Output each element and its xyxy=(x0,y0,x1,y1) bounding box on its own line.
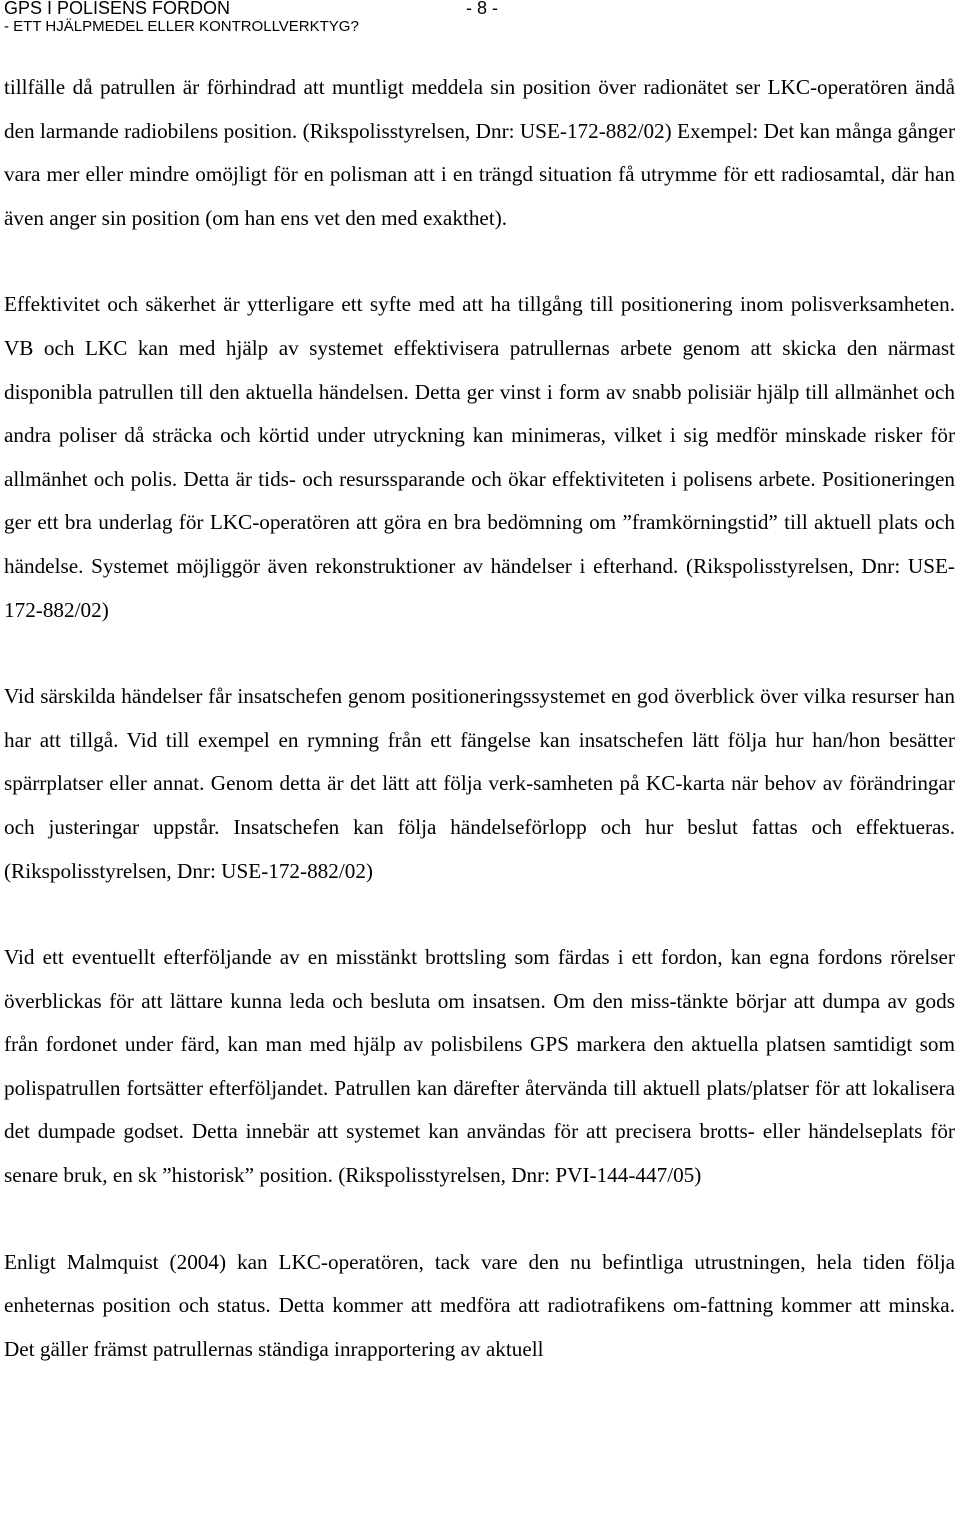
paragraph-2: Effektivitet och säkerhet är ytterligare ett syfte med att ha tillgång till positionering inom polisverksamheten. VB och LKC kan med hjälp av systemet effektivisera patrullernas arbete genom att skicka den närmast disponibla patrullen till den aktuella händelsen. Detta ger vinst i form av snabb polisiär hjälp till allmänhet och andra poliser då sträcka och körtid under utryckning kan minimeras, vilket i sig medför minskade risker för allmänhet och polis. Detta är tids- och resurssparande och ökar effektiviteten i polisens arbete. Positioneringen ger ett bra underlag för LKC-operatören att göra en bra bedömning om ”framkörningstid” till aktuell plats och händelse. Systemet möjliggör även rekonstruktioner av händelser i efterhand. (Rikspolisstyrelsen, Dnr: USE-172-882/02) xyxy=(4,292,955,622)
paragraph-3: Vid särskilda händelser får insatschefen genom positioneringssystemet en god överblick över vilka resurser han har att tillgå. Vid till exempel en rymning från ett fängelse kan insatschefen lätt följa hur han/hon besätter spärrplatser eller annat. Genom detta är det lätt att följa verk-samheten på KC-karta när behov av förändringar och justeringar uppstår. Insatschefen kan följa händelseförlopp och hur beslut fattas och effektueras. (Rikspolisstyrelsen, Dnr: USE-172-882/02) xyxy=(4,684,955,883)
running-header xyxy=(4,0,954,36)
document-subtitle: - ETT HJÄLPMEDEL ELLER KONTROLLVERKTYG? xyxy=(4,18,359,35)
paragraph-4: Vid ett eventuellt efterföljande av en misstänkt brottsling som färdas i ett fordon, kan egna fordons rörelser överblickas för att lättare kunna leda och besluta om insatsen. Om den miss-tänkte börjar att dumpa av gods från fordonet under färd, kan man med hjälp av polisbilens GPS markera den aktuella platsen samtidigt som polispatrullen fortsätter efterföljandet. Patrullen kan därefter återvända till aktuell plats/platser för att lokalisera det dumpade godset. Detta innebär att systemet kan användas för att precisera brotts- eller händelseplats för senare bruk, en sk ”historisk” position. (Rikspolisstyrelsen, Dnr: PVI-144-447/05) xyxy=(4,945,955,1188)
document-title: GPS I POLISENS FORDON xyxy=(4,0,231,18)
page-number: - 8 - xyxy=(466,0,499,18)
header-line xyxy=(4,0,954,20)
paragraph-5: Enligt Malmquist (2004) kan LKC-operatören, tack vare den nu befintliga utrustningen, hela tiden följa enheternas position och status. Detta kommer att medföra att radiotrafikens om-fattning kommer att minska. Det gäller främst patrullernas ständiga inrapportering av aktuell xyxy=(4,1249,955,1361)
paragraph-1: tillfälle då patrullen är förhindrad att muntligt meddela sin position över radionätet ser LKC-operatören ändå den larmande radiobilens position. (Rikspolisstyrelsen, Dnr: USE-172-882/02) Exempel: Det kan många gånger vara mer eller mindre omöjligt för en polisman att i en trängd situation få utrymme för ett radiosamtal, där han även anger sin position (om han ens vet den med exakthet). xyxy=(4,75,955,230)
body-text xyxy=(4,66,955,1371)
